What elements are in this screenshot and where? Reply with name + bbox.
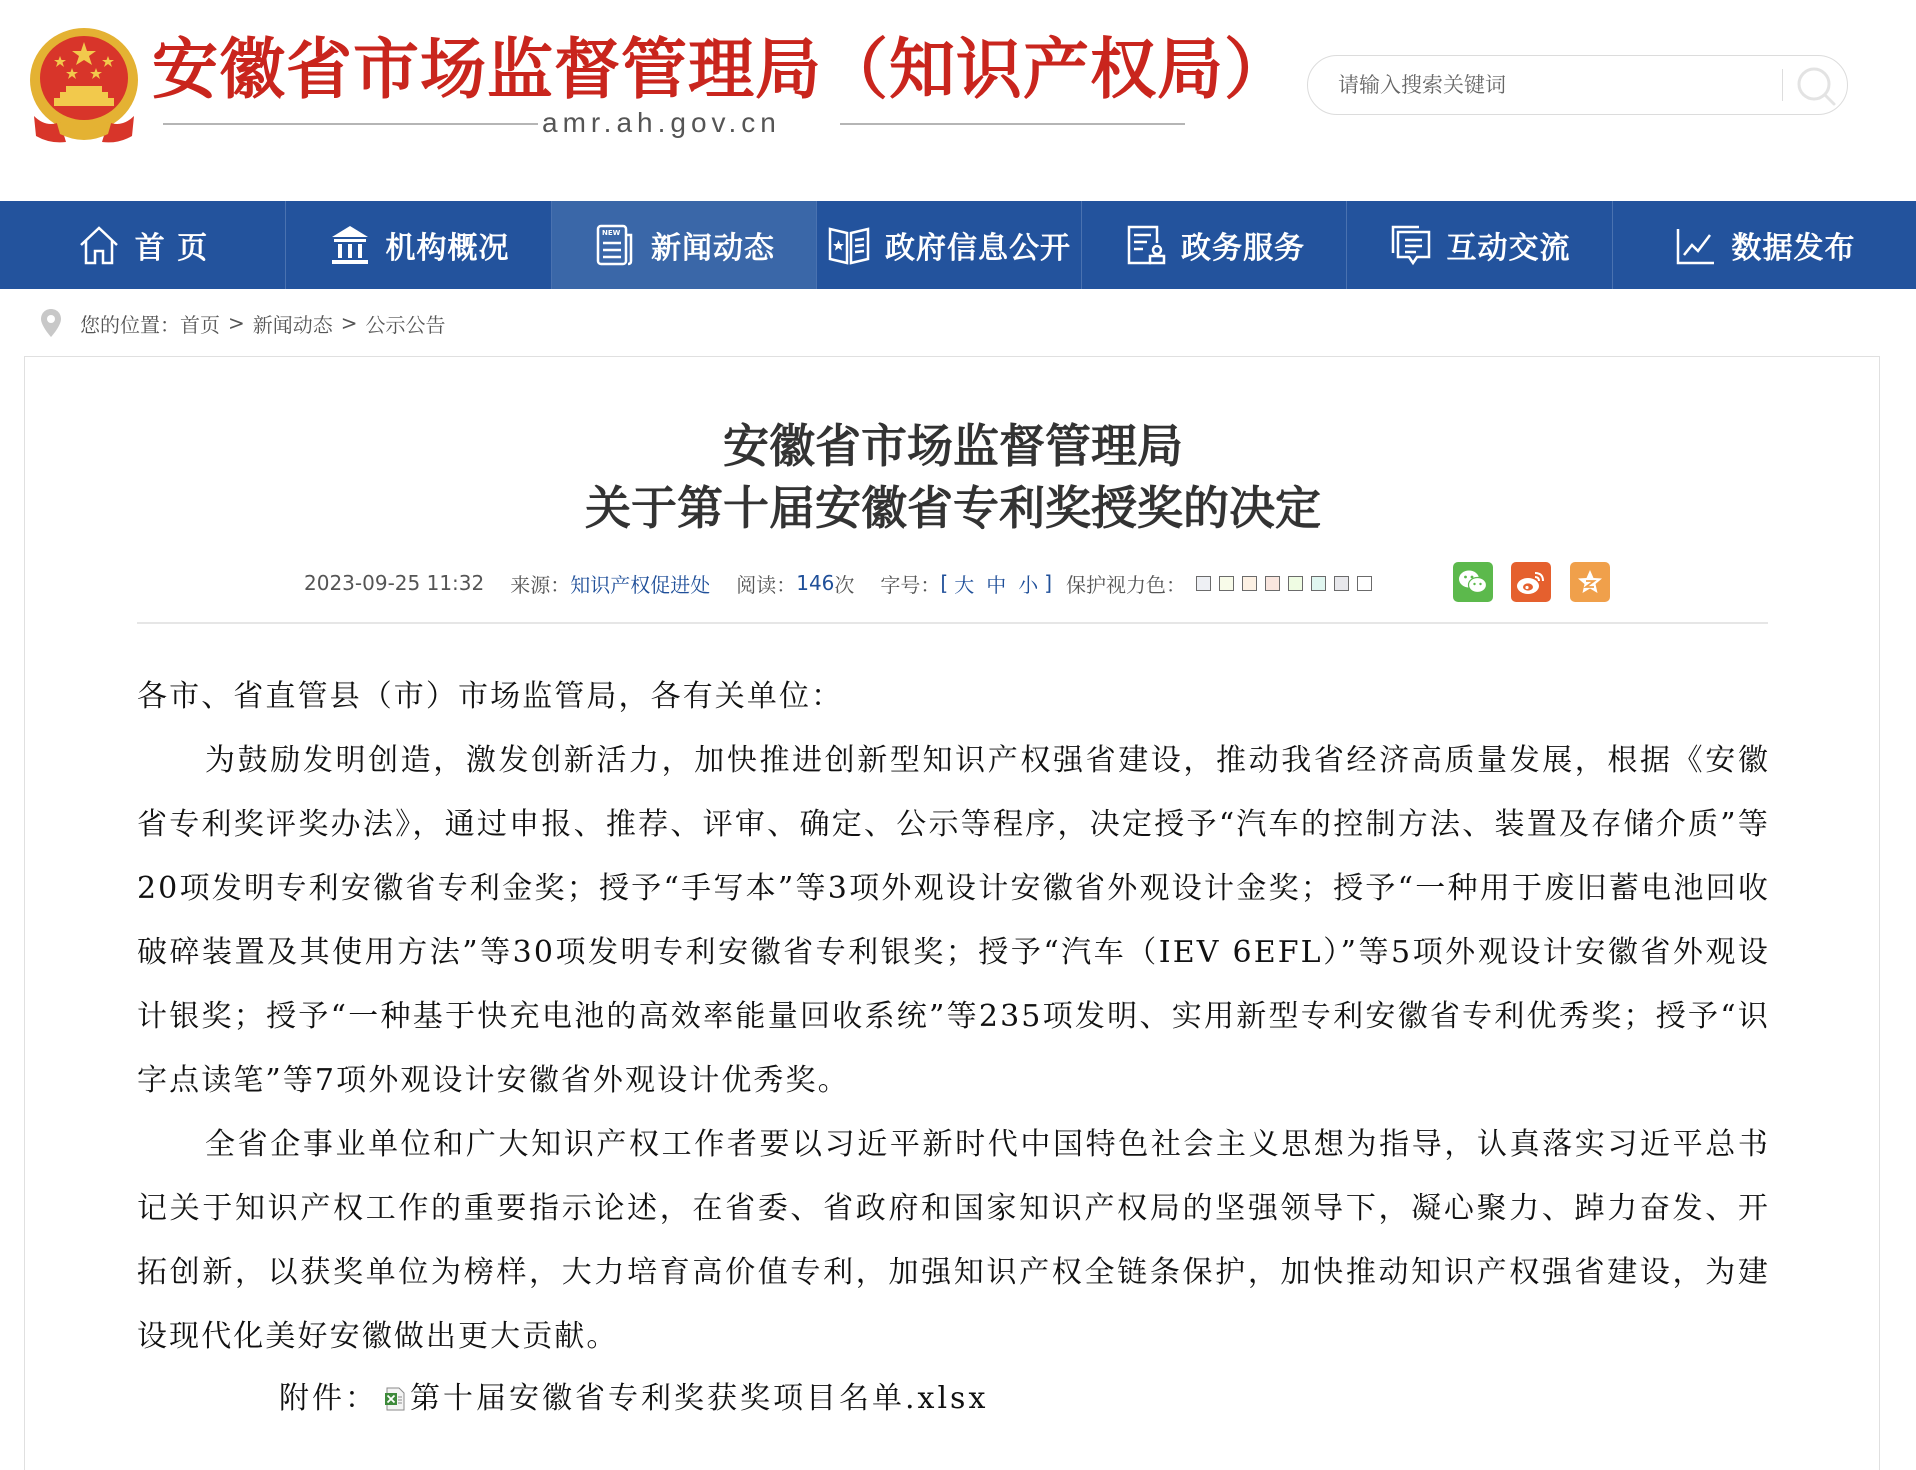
nav-item-home[interactable]	[0, 201, 286, 289]
nav-item-label: 首 页	[134, 231, 209, 266]
font-size-medium-button[interactable]: 中	[986, 572, 1007, 597]
font-size-label: 字号：	[880, 572, 941, 597]
eye-color-swatch[interactable]	[1219, 576, 1234, 591]
attachment	[279, 1374, 988, 1424]
title-divider-right	[840, 123, 1185, 125]
document-stamp-icon	[1123, 223, 1167, 267]
nav-item-data[interactable]	[1613, 201, 1916, 289]
institution-icon	[328, 223, 372, 267]
font-size-large-button[interactable]: 大	[954, 572, 975, 597]
newspaper-icon	[593, 223, 637, 267]
nav-item-label: 互动交流	[1446, 231, 1571, 266]
eye-color-swatch[interactable]	[1357, 576, 1372, 591]
search-box	[1307, 55, 1848, 115]
article-paragraph: 全省企事业单位和广大知识产权工作者要以习近平新时代中国特色社会主义思想为指导，认真落实习近平总书记关于知识产权工作的重要指示论述，在省委、省政府和国家知识产权局的坚强领导下，凝心聚力、踔力奋发、开拓创新，以获奖单位为榜样，大力培育高价值专利，加强知识产权全链条保护，加快推动知识产权强省建设，为建设现代化美好安徽做出更大贡献。	[137, 1127, 1770, 1354]
weibo-icon	[1516, 569, 1546, 595]
article-meta	[304, 563, 1380, 603]
nav-item-label: 新闻动态	[651, 231, 775, 266]
article-container	[24, 356, 1880, 1470]
share-weibo-button[interactable]	[1511, 562, 1551, 602]
breadcrumb	[40, 306, 446, 340]
source-value: 知识产权促进处	[570, 572, 711, 597]
source-label: 来源：	[510, 572, 571, 597]
nav-item-gov-info[interactable]	[817, 201, 1082, 289]
nav-item-gov-services[interactable]	[1082, 201, 1347, 289]
eye-color-swatch[interactable]	[1311, 576, 1326, 591]
wechat-icon	[1458, 569, 1488, 595]
nav-item-label: 数据发布	[1731, 231, 1856, 266]
nav-item-label: 机构概况	[385, 231, 510, 266]
svg-text:NEW: NEW	[602, 229, 621, 237]
excel-file-icon	[384, 1387, 406, 1411]
search-input[interactable]	[1338, 56, 1738, 114]
article-title	[25, 415, 1881, 539]
search-icon[interactable]	[1794, 64, 1838, 108]
nav-item-institution[interactable]	[286, 201, 552, 289]
eye-color-swatch[interactable]	[1334, 576, 1349, 591]
qzone-star-icon	[1576, 568, 1604, 596]
site-domain: amr.ah.gov.cn	[542, 107, 781, 138]
font-size-bracket-open: [	[940, 571, 949, 595]
eye-color-swatch[interactable]	[1242, 576, 1257, 591]
national-emblem-icon[interactable]	[26, 24, 142, 148]
meta-divider	[137, 622, 1768, 624]
share-wechat-button[interactable]	[1453, 562, 1493, 602]
nav-item-label: 政府信息公开	[885, 231, 1071, 266]
main-nav	[0, 201, 1916, 289]
article-body	[137, 665, 1770, 1369]
attachment-file-link[interactable]: 第十届安徽省专利奖获奖项目名单.xlsx	[410, 1381, 989, 1416]
article-title-line1: 安徽省市场监督管理局	[723, 419, 1183, 473]
eye-color-swatch[interactable]	[1196, 576, 1211, 591]
breadcrumb-separator: >	[340, 311, 358, 335]
breadcrumb-separator: >	[228, 311, 245, 335]
site-title: 安徽省市场监督管理局（知识产权局）	[152, 31, 1291, 108]
eye-color-swatch[interactable]	[1288, 576, 1303, 591]
site-header	[0, 0, 1916, 200]
eye-color-swatch[interactable]	[1265, 576, 1280, 591]
reads-label: 阅读：	[736, 572, 797, 597]
publish-datetime: 2023-09-25 11:32	[304, 571, 485, 595]
article-salutation: 各市、省直管县（市）市场监管局，各有关单位：	[137, 679, 844, 714]
line-chart-icon	[1674, 223, 1718, 267]
open-book-icon	[827, 223, 871, 267]
eye-color-swatches	[1196, 576, 1380, 591]
search-divider	[1782, 69, 1783, 101]
location-pin-icon	[40, 308, 62, 338]
article-title-line2: 关于第十届安徽省专利奖授奖的决定	[585, 481, 1321, 535]
chat-icon	[1389, 223, 1433, 267]
reads-unit: 次	[834, 572, 855, 597]
nav-item-label: 政务服务	[1181, 231, 1305, 266]
eye-color-label: 保护视力色：	[1066, 572, 1187, 597]
breadcrumb-home[interactable]: 首页	[180, 312, 220, 337]
breadcrumb-news[interactable]: 新闻动态	[252, 312, 333, 337]
nav-item-interaction[interactable]	[1347, 201, 1613, 289]
attachment-label: 附件：	[279, 1381, 378, 1416]
font-size-small-button[interactable]: 小	[1018, 572, 1039, 597]
home-icon	[77, 223, 121, 267]
font-size-bracket-close: ]	[1044, 571, 1053, 595]
nav-item-news[interactable]	[552, 201, 817, 289]
share-qzone-button[interactable]	[1570, 562, 1610, 602]
article-paragraph: 为鼓励发明创造，激发创新活力，加快推进创新型知识产权强省建设，推动我省经济高质量发展，根据《安徽省专利奖评奖办法》，通过申报、推荐、评审、确定、公示等程序，决定授予“汽车的控制方法、装置及存储介质”等20项发明专利安徽省专利金奖；授予“手写本”等3项外观设计安徽省外观设计金奖；授予“一种用于废旧蓄电池回收破碎装置及其使用方法”等30项发明专利安徽省专利银奖；授予“汽车（IEV 6EFL）”等5项外观设计安徽省外观设计银奖；授予“一种基于快充电池的高效率能量回收系统”等235项发明、实用新型专利安徽省专利优秀奖；授予“识字点读笔”等7项外观设计安徽省外观设计优秀奖。	[137, 743, 1770, 1098]
breadcrumb-prefix: 您的位置：	[80, 312, 180, 337]
reads-count: 146	[796, 571, 835, 595]
title-divider-left	[163, 123, 538, 125]
breadcrumb-notices[interactable]: 公示公告	[365, 312, 446, 337]
